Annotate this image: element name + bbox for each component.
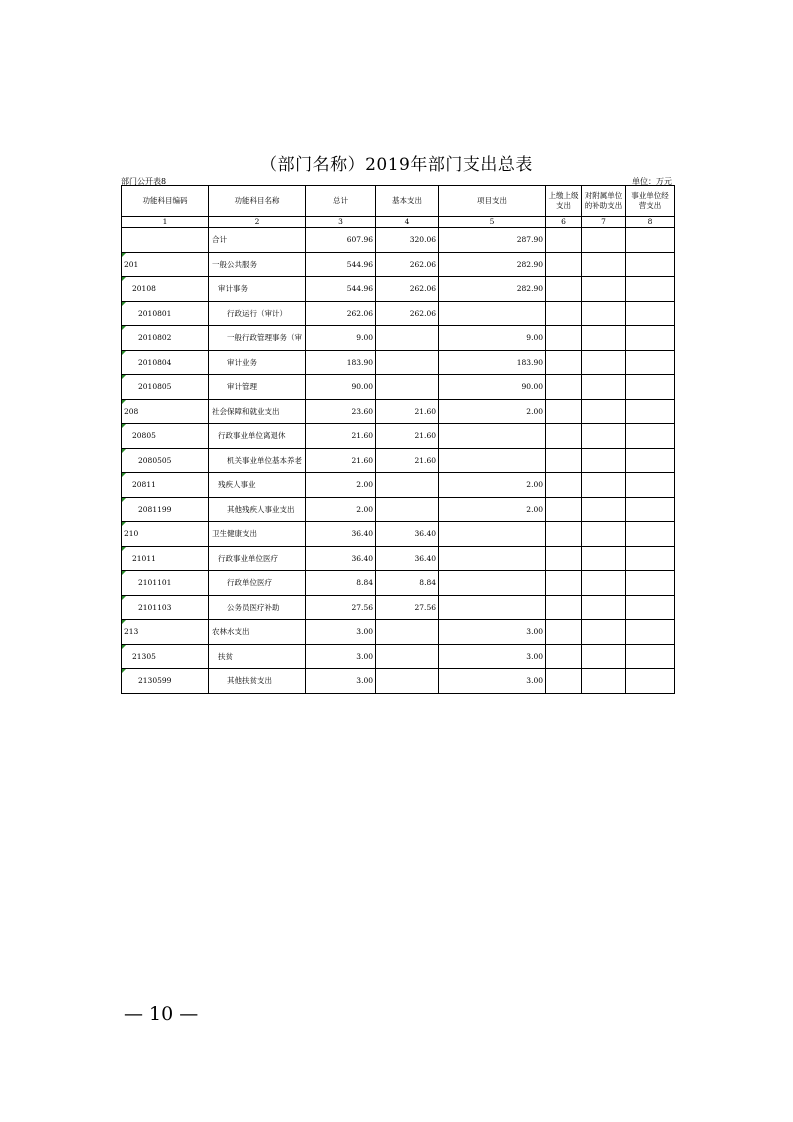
row-basic: 36.40 (376, 546, 439, 571)
row-subsidy (582, 375, 626, 400)
row-basic (376, 350, 439, 375)
col-number: 4 (376, 217, 439, 228)
row-code: 2010802 (122, 326, 209, 351)
table-row (122, 399, 675, 424)
row-upper-level (546, 571, 582, 596)
row-subsidy (582, 546, 626, 571)
row-project: 2.00 (439, 473, 546, 498)
row-upper-level (546, 301, 582, 326)
row-upper-level (546, 326, 582, 351)
row-project (439, 522, 546, 547)
col-number: 1 (122, 217, 209, 228)
row-operating (626, 522, 675, 547)
row-total: 544.96 (306, 277, 376, 302)
row-total: 3.00 (306, 669, 376, 694)
row-project: 3.00 (439, 620, 546, 645)
row-operating (626, 669, 675, 694)
row-basic: 262.06 (376, 301, 439, 326)
row-operating (626, 350, 675, 375)
row-operating (626, 301, 675, 326)
row-total: 23.60 (306, 399, 376, 424)
row-basic: 21.60 (376, 424, 439, 449)
header-upper-level: 上缴上级支出 (546, 186, 582, 217)
row-subsidy (582, 669, 626, 694)
row-name: 其他扶贫支出 (209, 669, 306, 694)
row-operating (626, 595, 675, 620)
row-basic: 8.84 (376, 571, 439, 596)
row-code (122, 228, 209, 253)
row-operating (626, 252, 675, 277)
row-subsidy (582, 473, 626, 498)
row-upper-level (546, 252, 582, 277)
row-basic: 27.56 (376, 595, 439, 620)
row-basic (376, 473, 439, 498)
form-label: 部门公开表8 (121, 177, 167, 186)
row-upper-level (546, 620, 582, 645)
table-row (122, 375, 675, 400)
row-project: 3.00 (439, 669, 546, 694)
row-total: 262.06 (306, 301, 376, 326)
row-upper-level (546, 424, 582, 449)
row-project: 282.90 (439, 277, 546, 302)
table-body (122, 228, 675, 694)
col-number: 8 (626, 217, 675, 228)
row-upper-level (546, 448, 582, 473)
page-number: — 10 — (124, 1003, 199, 1025)
row-total: 3.00 (306, 620, 376, 645)
row-subsidy (582, 424, 626, 449)
row-code: 2010801 (122, 301, 209, 326)
row-operating (626, 546, 675, 571)
row-upper-level (546, 399, 582, 424)
row-project (439, 424, 546, 449)
col-number: 7 (582, 217, 626, 228)
table-row (122, 595, 675, 620)
table-row (122, 644, 675, 669)
row-project: 2.00 (439, 497, 546, 522)
row-code: 20108 (122, 277, 209, 302)
header-row (122, 186, 675, 217)
row-basic: 21.60 (376, 448, 439, 473)
table-row (122, 252, 675, 277)
row-project (439, 546, 546, 571)
row-name: 社会保障和就业支出 (209, 399, 306, 424)
col-number: 3 (306, 217, 376, 228)
row-operating (626, 571, 675, 596)
row-upper-level (546, 228, 582, 253)
row-project: 3.00 (439, 644, 546, 669)
row-code: 2080505 (122, 448, 209, 473)
row-upper-level (546, 497, 582, 522)
row-upper-level (546, 375, 582, 400)
row-subsidy (582, 252, 626, 277)
row-operating (626, 497, 675, 522)
table-row (122, 301, 675, 326)
row-basic (376, 497, 439, 522)
row-name: 行政事业单位医疗 (209, 546, 306, 571)
row-subsidy (582, 448, 626, 473)
row-upper-level (546, 522, 582, 547)
row-name: 行政事业单位离退休 (209, 424, 306, 449)
row-project (439, 448, 546, 473)
row-operating (626, 424, 675, 449)
row-project: 2.00 (439, 399, 546, 424)
row-name: 行政运行（审计） (209, 301, 306, 326)
row-operating (626, 620, 675, 645)
row-basic: 262.06 (376, 252, 439, 277)
row-operating (626, 375, 675, 400)
row-upper-level (546, 669, 582, 694)
row-upper-level (546, 546, 582, 571)
row-project (439, 301, 546, 326)
row-code: 2010804 (122, 350, 209, 375)
row-code: 2101101 (122, 571, 209, 596)
row-code: 2101103 (122, 595, 209, 620)
row-name: 一般公共服务 (209, 252, 306, 277)
row-basic: 262.06 (376, 277, 439, 302)
header-code: 功能科目编码 (122, 186, 209, 217)
table-row (122, 350, 675, 375)
row-name: 审计事务 (209, 277, 306, 302)
table-row (122, 546, 675, 571)
row-name: 残疾人事业 (209, 473, 306, 498)
row-subsidy (582, 644, 626, 669)
row-code: 20805 (122, 424, 209, 449)
row-operating (626, 228, 675, 253)
row-project: 90.00 (439, 375, 546, 400)
row-subsidy (582, 571, 626, 596)
row-total: 3.00 (306, 644, 376, 669)
row-code: 2081199 (122, 497, 209, 522)
expenditure-table (121, 185, 675, 694)
row-total: 544.96 (306, 252, 376, 277)
table-row (122, 571, 675, 596)
table-row (122, 424, 675, 449)
table-row (122, 473, 675, 498)
row-basic: 21.60 (376, 399, 439, 424)
table-row (122, 497, 675, 522)
row-total: 27.56 (306, 595, 376, 620)
header-project: 项目支出 (439, 186, 546, 217)
row-basic (376, 375, 439, 400)
row-name: 审计管理 (209, 375, 306, 400)
row-basic: 36.40 (376, 522, 439, 547)
header-operating: 事业单位经营支出 (626, 186, 675, 217)
table-row (122, 669, 675, 694)
row-project: 183.90 (439, 350, 546, 375)
row-subsidy (582, 399, 626, 424)
header-name: 功能科目名称 (209, 186, 306, 217)
row-subsidy (582, 620, 626, 645)
row-basic (376, 669, 439, 694)
row-upper-level (546, 644, 582, 669)
row-code: 21305 (122, 644, 209, 669)
row-name: 行政单位医疗 (209, 571, 306, 596)
row-name: 合计 (209, 228, 306, 253)
row-upper-level (546, 277, 582, 302)
header-subsidy: 对附属单位的补助支出 (582, 186, 626, 217)
table-row (122, 228, 675, 253)
header-basic: 基本支出 (376, 186, 439, 217)
row-total: 8.84 (306, 571, 376, 596)
row-subsidy (582, 497, 626, 522)
row-code: 20811 (122, 473, 209, 498)
table-row (122, 522, 675, 547)
row-code: 208 (122, 399, 209, 424)
row-project: 282.90 (439, 252, 546, 277)
row-name: 审计业务 (209, 350, 306, 375)
row-subsidy (582, 522, 626, 547)
row-total: 21.60 (306, 424, 376, 449)
row-basic (376, 326, 439, 351)
row-name: 公务员医疗补助 (209, 595, 306, 620)
row-basic: 320.06 (376, 228, 439, 253)
table-row (122, 277, 675, 302)
row-code: 213 (122, 620, 209, 645)
table-row (122, 326, 675, 351)
row-subsidy (582, 277, 626, 302)
row-name: 卫生健康支出 (209, 522, 306, 547)
row-subsidy (582, 228, 626, 253)
row-total: 607.96 (306, 228, 376, 253)
row-total: 183.90 (306, 350, 376, 375)
row-code: 201 (122, 252, 209, 277)
row-code: 21011 (122, 546, 209, 571)
row-name: 机关事业单位基本养老 (209, 448, 306, 473)
row-name: 一般行政管理事务（审 (209, 326, 306, 351)
header-total: 总计 (306, 186, 376, 217)
row-operating (626, 644, 675, 669)
row-operating (626, 399, 675, 424)
row-operating (626, 473, 675, 498)
col-number: 6 (546, 217, 582, 228)
row-total: 2.00 (306, 473, 376, 498)
row-operating (626, 326, 675, 351)
row-name: 农林水支出 (209, 620, 306, 645)
unit-label: 单位：万元 (632, 177, 672, 186)
row-project: 287.90 (439, 228, 546, 253)
row-project (439, 571, 546, 596)
row-project: 9.00 (439, 326, 546, 351)
row-total: 36.40 (306, 522, 376, 547)
column-number-row (122, 217, 675, 228)
row-subsidy (582, 350, 626, 375)
row-name: 其他残疾人事业支出 (209, 497, 306, 522)
row-operating (626, 448, 675, 473)
row-basic (376, 620, 439, 645)
row-code: 2010805 (122, 375, 209, 400)
row-code: 2130599 (122, 669, 209, 694)
row-project (439, 595, 546, 620)
row-basic (376, 644, 439, 669)
row-total: 36.40 (306, 546, 376, 571)
row-subsidy (582, 595, 626, 620)
row-total: 2.00 (306, 497, 376, 522)
table-row (122, 620, 675, 645)
row-name: 扶贫 (209, 644, 306, 669)
row-subsidy (582, 326, 626, 351)
row-upper-level (546, 473, 582, 498)
row-upper-level (546, 595, 582, 620)
row-total: 90.00 (306, 375, 376, 400)
table-row (122, 448, 675, 473)
row-total: 9.00 (306, 326, 376, 351)
row-operating (626, 277, 675, 302)
row-code: 210 (122, 522, 209, 547)
col-number: 5 (439, 217, 546, 228)
page-title: （部门名称）2019年部门支出总表 (260, 155, 533, 175)
row-subsidy (582, 301, 626, 326)
row-total: 21.60 (306, 448, 376, 473)
row-upper-level (546, 350, 582, 375)
col-number: 2 (209, 217, 306, 228)
